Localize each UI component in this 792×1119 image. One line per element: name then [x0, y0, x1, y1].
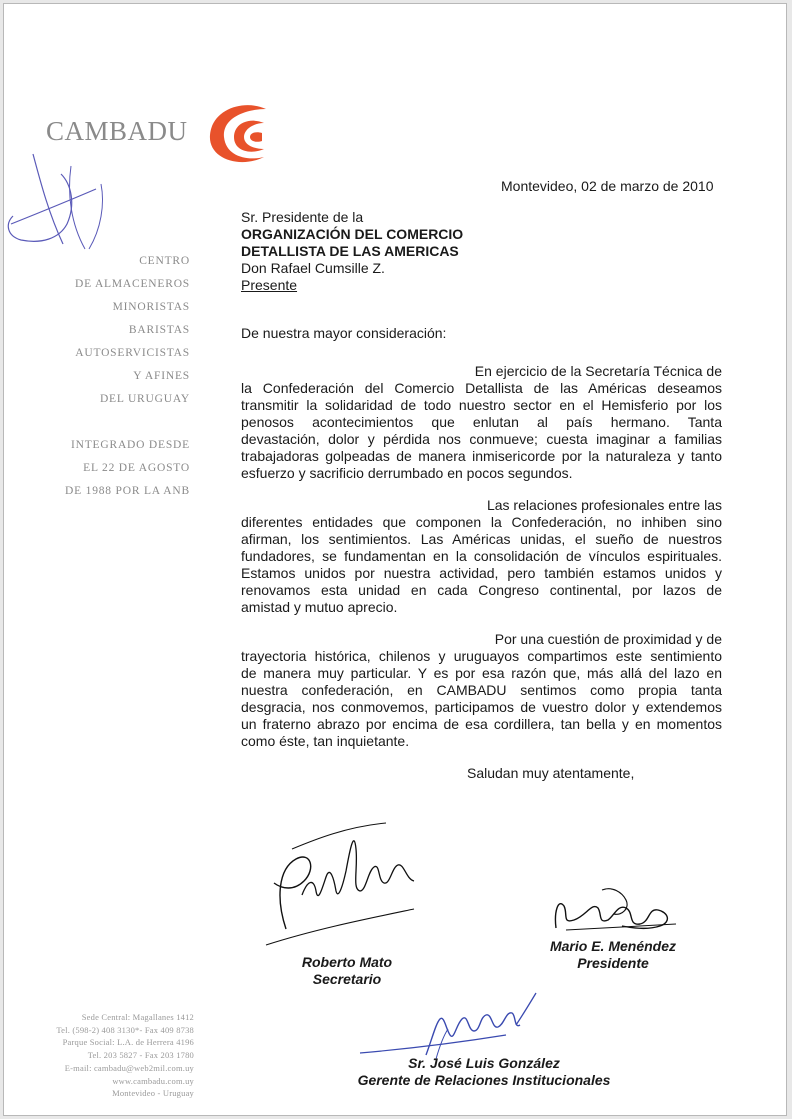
- signatory-block: [538, 938, 688, 972]
- footer-line: Sede Central: Magallanes 1412: [81, 1012, 194, 1022]
- initials-scribble: [1, 144, 121, 264]
- recipient-org: ORGANIZACIÓN DEL COMERCIO: [241, 226, 464, 242]
- recipient-org: DETALLISTA DE LAS AMERICAS: [241, 243, 459, 259]
- paragraph-line: trayectoria histórica, chilenos y uruguayos compartimos este sentimiento: [241, 648, 722, 664]
- paragraph-line: trabajadoras golpeadas de manera inmisericorde por la naturaleza y tanto: [241, 448, 722, 464]
- recipient-presente: Presente: [241, 277, 298, 293]
- footer-line: Tel. (598-2) 408 3130*- Fax 409 8738: [56, 1024, 194, 1035]
- paragraph-line: esfuerzo y sacrificio derrumbado en pocos segundos.: [241, 465, 573, 481]
- paragraph-line: afirman, los sentimientos. Las Américas unidas, el sueño de nuestros: [241, 531, 722, 547]
- paragraph-line: transmitir la solidaridad de todo nuestro sector en el Hemisferio por los: [241, 397, 722, 413]
- body-paragraph: [241, 497, 722, 616]
- signatory-name: Sr. José Luis González: [408, 1055, 560, 1071]
- recipient-line: Sr. Presidente de la: [241, 209, 364, 225]
- paragraph-line: diferentes entidades que componen la Confederación, no inhiben sino: [241, 514, 722, 530]
- recipient-name: Don Rafael Cumsille Z.: [241, 260, 385, 276]
- signature-mario-menendez: [552, 882, 682, 937]
- paragraph-line: como éste, tan inquietante.: [241, 733, 410, 749]
- paragraph-line: amistad y mutuo aprecio.: [241, 599, 398, 615]
- side-line: Y AFINES: [133, 370, 190, 382]
- paragraph-line: de manera muy particular. Y es por esa razón que, más allá del lazo en: [241, 665, 722, 681]
- side-line: CENTRO: [139, 255, 190, 267]
- paragraph-line: devastación, dolor y pérdida nos conmueve; cuesta imaginar a familias: [241, 431, 722, 447]
- letterhead-side-text: [65, 250, 190, 503]
- paragraph-line: fundadores, se fundamentan en la consolidación de vínculos espirituales.: [241, 548, 722, 564]
- paragraph-line: penosos acontecimientos que enlutan al país hermano. Tanta: [241, 414, 722, 430]
- footer-email: E-mail: cambadu@web2mil.com.uy: [64, 1062, 194, 1073]
- footer-line: Parque Social: L.A. de Herrera 4196: [62, 1037, 194, 1048]
- paragraph-line: Estamos unidos por nuestra actividad, pero también estamos unidos y: [241, 565, 722, 581]
- body-paragraph: [241, 631, 722, 750]
- signatory-title: Gerente de Relaciones Institucionales: [357, 1072, 611, 1088]
- paragraph-line: nuestra confederación, en CAMBADU sentimos como propia tanta: [241, 682, 722, 698]
- signatory-block: [294, 954, 400, 988]
- recipient-block: [241, 209, 463, 294]
- side-line: AUTOSERVICISTAS: [75, 347, 190, 359]
- footer-line: Montevideo - Uruguay: [112, 1088, 194, 1099]
- side-line: DEL URUGUAY: [99, 393, 190, 405]
- letter-page: [3, 3, 787, 1116]
- signatory-name: Mario E. Menéndez: [549, 938, 677, 954]
- signatory-block: [334, 1055, 634, 1089]
- footer-line: Tel. 203 5827 - Fax 203 1780: [87, 1050, 194, 1061]
- paragraph-line: desgracia, nos conmovemos, participamos de vuestro dolor y extendemos: [241, 699, 722, 715]
- signature-jose-luis-gonzalez: [356, 989, 546, 1064]
- side-line: DE ALMACENEROS: [74, 278, 190, 290]
- side-line: INTEGRADO DESDE: [70, 439, 190, 451]
- paragraph-line: En ejercicio de la Secretaría Técnica de: [474, 363, 722, 379]
- signature-roberto-mato: [256, 819, 426, 949]
- signatory-title: Presidente: [577, 955, 649, 971]
- side-line: BARISTAS: [128, 324, 190, 336]
- closing: Saludan muy atentamente,: [467, 765, 635, 781]
- letterhead-footer: [56, 1011, 194, 1100]
- paragraph-line: renovamos esta unidad en cada Congreso continental, por lazos de: [241, 582, 722, 598]
- paragraph-line: Las relaciones profesionales entre las: [486, 497, 722, 513]
- salutation: De nuestra mayor consideración:: [241, 325, 447, 341]
- brand-logo-text: CAMBADU: [46, 116, 188, 146]
- side-line: EL 22 DE AGOSTO: [83, 462, 190, 474]
- paragraph-line: la Confederación del Comercio Detallista de las Américas deseamos: [241, 380, 722, 396]
- paragraph-line: un fraterno abrazo por encima de esa cordillera, tan bella y en momentos: [241, 716, 722, 732]
- signatory-name: Roberto Mato: [301, 954, 393, 970]
- side-line: MINORISTAS: [112, 301, 190, 313]
- footer-website: www.cambadu.com.uy: [112, 1075, 194, 1086]
- letter-date: Montevideo, 02 de marzo de 2010: [501, 178, 714, 194]
- paragraph-line: Por una cuestión de proximidad y de: [494, 631, 722, 647]
- brand-swoosh-icon: [204, 101, 274, 167]
- side-line: DE 1988 POR LA ANB: [65, 485, 190, 497]
- body-paragraph: [241, 363, 722, 482]
- signatory-title: Secretario: [312, 971, 382, 987]
